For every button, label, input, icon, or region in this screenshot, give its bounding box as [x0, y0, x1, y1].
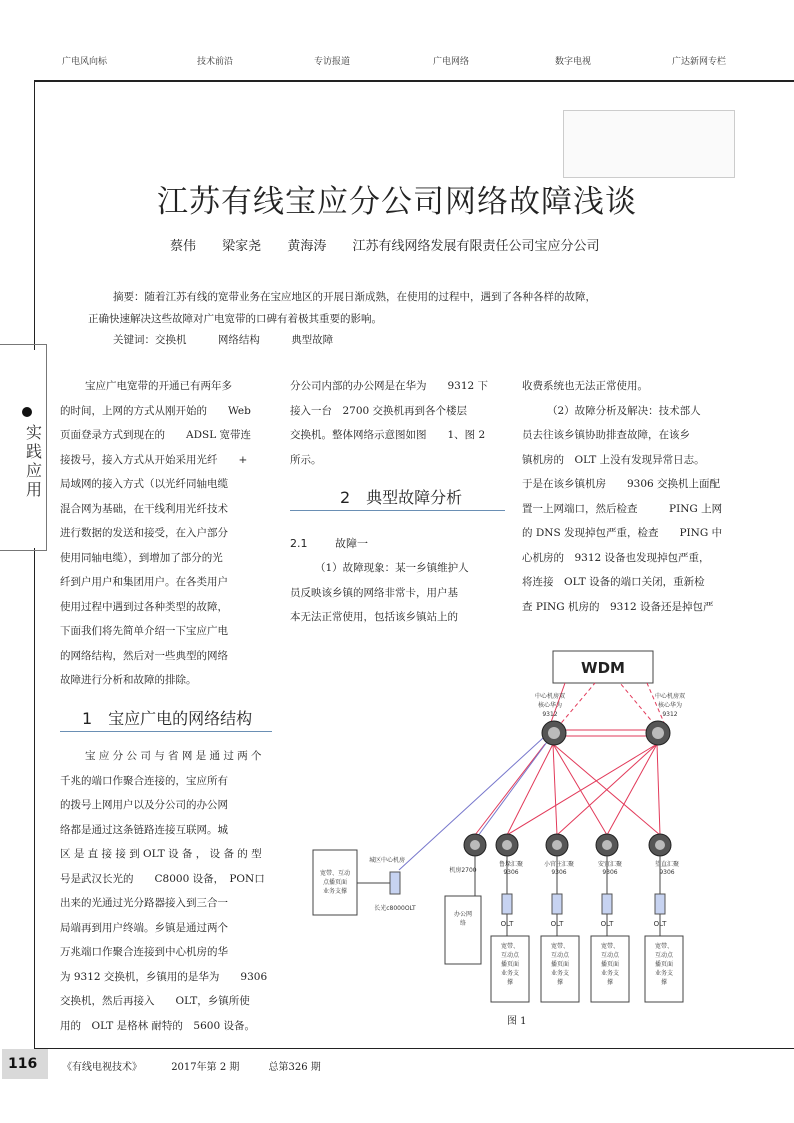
article-title: 江苏有线宝应分公司网络故障浅谈 — [157, 184, 637, 220]
section-heading: 2 典型故障分析 — [340, 488, 463, 507]
town-switch-4 — [649, 834, 671, 856]
town-switch-label: 鲁垛汇聚 — [498, 861, 524, 868]
olt-label: OLT — [600, 920, 614, 928]
nav-item[interactable]: 广电风向标 — [62, 57, 108, 67]
abstract-line: 正确快速解决这些故障对广电宽带的口碑有着极其重要的影响。 — [88, 313, 382, 325]
paragraph-line: 千兆的端口作聚合连接的，宝应所有 — [60, 774, 228, 787]
keyword: 网络结构 — [217, 334, 260, 346]
paragraph-line: 局端再到用户终端。乡镇是通过两个 — [60, 921, 228, 934]
author-name: 梁家尧 — [222, 239, 262, 254]
text-column-1-lower — [60, 744, 272, 1038]
town-service-label: 撑 — [606, 979, 614, 986]
paragraph-line: 为 9312 交换机，乡镇用的是华为 9306 — [60, 970, 268, 983]
olt-icon — [655, 894, 665, 914]
abstract-line: 摘要：随着江苏有线的宽带业务在宝应地区的开展日渐成熟，在使用的过程中，遇到了各种各样的故障， — [113, 291, 596, 303]
paragraph-line: 将连接 OLT 设备的端口关闭，重新检 — [522, 576, 705, 588]
text-column-1 — [60, 374, 272, 693]
author-line — [170, 235, 621, 254]
town-service-label: 互动点 — [600, 952, 620, 959]
city-service-label: 业务支撑 — [322, 888, 348, 895]
header-nav — [0, 54, 794, 70]
decorative-box — [563, 110, 735, 178]
header-rule — [34, 80, 794, 82]
paragraph-line: 的 DNS 发现掉包严重，检查 PING 中 — [522, 527, 723, 539]
text-column-2-lower — [290, 556, 505, 630]
town-service-label: 业务支 — [550, 970, 570, 977]
paragraph-line: 局域网的接入方式（以光纤同轴电缆 — [60, 478, 228, 490]
paragraph-line: 纤到户用户和集团用户。在各类用户 — [60, 576, 228, 588]
journal-name: 《有线电视技术》 — [62, 1062, 142, 1073]
author-name: 蔡伟 — [170, 239, 197, 254]
network-diagram — [295, 640, 735, 1020]
subsection-heading — [290, 535, 392, 551]
issue-number: 2017年第 2 期 — [171, 1062, 240, 1073]
core-right-label: 9312 — [662, 711, 678, 718]
paragraph-line: 混合网为基础，在干线利用光纤技术 — [60, 502, 228, 515]
paragraph-line: 所示。 — [290, 453, 322, 466]
town-service-label: 播页面 — [500, 961, 520, 968]
olt-icon — [502, 894, 512, 914]
town-switch-label: 9306 — [551, 869, 567, 876]
core-left-label: 中心机房双 — [534, 693, 566, 700]
town-service-label: 业务支 — [500, 970, 520, 977]
town-service-label: 互动点 — [654, 952, 674, 959]
town-switch-label: 安宜汇聚 — [597, 861, 623, 868]
paragraph-line: 页面登录方式到现在的 ADSL 宽带连 — [60, 429, 252, 441]
olt-label: OLT — [500, 920, 514, 928]
paragraph-line: 用的 OLT 是格林 耐特的 5600 设备。 — [60, 1019, 255, 1032]
olt-changguang-label: 长光c8000OLT — [374, 905, 416, 912]
paragraph-line: 出来的光通过光分路器接入到三合一 — [60, 897, 228, 909]
town-switch-label: 小官庄汇聚 — [543, 861, 575, 868]
author-affiliation: 江苏有线网络发展有限责任公司宝应分公司 — [352, 239, 600, 254]
paragraph-line: 接拨号，接入方式从开始采用光纤 + — [60, 453, 248, 466]
town-service-label: 撑 — [660, 979, 668, 986]
paragraph-line: （2）故障分析及解决：技术部人 — [547, 404, 701, 417]
town-switch-label: 望直汇聚 — [654, 861, 680, 868]
bullet-icon — [22, 407, 32, 417]
section-heading: 1 宝应广电的网络结构 — [82, 709, 253, 728]
city-service-label: 宽带、互动 — [319, 870, 351, 877]
paragraph-line: 的时间，上网的方式从刚开始的 Web — [60, 404, 251, 417]
paragraph-line: 的拨号上网用户以及分公司的办公网 — [60, 799, 228, 811]
paragraph-line: 交换机。整体网络示意图如图 1、图 2 — [290, 429, 486, 441]
paragraph-line: 本无法正常使用，包括该乡镇站上的 — [290, 611, 458, 623]
core-left-label: 9312 — [542, 711, 558, 718]
text-column-3 — [522, 374, 742, 619]
paragraph-line: 查 PING 机房的 9312 设备还是掉包严 — [522, 600, 714, 613]
town-service-label: 宽带、 — [550, 943, 570, 950]
town-service-label: 业务支 — [600, 970, 620, 977]
paragraph-line: 于是在该乡镇机房 9306 交换机上面配 — [522, 478, 721, 490]
paragraph-line: 使用过程中遇到过各种类型的故障， — [60, 600, 228, 613]
town-service-label: 撑 — [556, 979, 564, 986]
subsection-number: 2.1 — [290, 537, 308, 550]
town-service-label: 业务支 — [654, 970, 674, 977]
paragraph-line: （1）故障现象：某一乡镇维护人 — [315, 562, 469, 574]
town-switch-2 — [546, 834, 568, 856]
city-service-label: 点播页面 — [322, 879, 348, 886]
city-room-label: 城区中心机房 — [368, 857, 406, 864]
nav-item[interactable]: 广达新网专栏 — [672, 57, 727, 67]
side-tab-label: 实践应用 — [26, 423, 43, 499]
paragraph-line: 的网络结构，然后对一些典型的网络 — [60, 649, 228, 662]
town-service-label: 互动点 — [550, 952, 570, 959]
paragraph-line: 使用同轴电缆），到增加了部分的光 — [60, 551, 223, 564]
paragraph-line: 心机房的 9312 设备也发现掉包严重， — [522, 551, 710, 564]
keyword: 典型故障 — [291, 334, 334, 346]
paragraph-line: 宝 应 分 公 司 与 省 网 是 通 过 两 个 — [85, 750, 262, 762]
core-switch-left — [542, 721, 566, 745]
paragraph-line: 宝应广电宽带的开通已有两年多 — [85, 380, 232, 392]
olt-changguang-icon — [390, 872, 400, 894]
olt-icon — [602, 894, 612, 914]
figure-caption: 图 1 — [507, 1016, 527, 1027]
olt-label: OLT — [550, 920, 564, 928]
nav-item[interactable]: 技术前沿 — [197, 57, 234, 67]
room2700-label: 机房2700 — [449, 867, 477, 874]
text-column-2 — [290, 374, 505, 472]
paragraph-line: 号是武汉长光的 C8000 设备， PON口 — [60, 872, 265, 885]
keywords — [113, 332, 361, 347]
section-rule — [60, 731, 272, 732]
total-issue: 总第326 期 — [268, 1062, 321, 1073]
footer-rule — [34, 1048, 794, 1049]
core-left-label: 核心华为 — [537, 702, 563, 709]
paragraph-line: 置一上网端口，然后检查 PING 上网 — [522, 502, 723, 515]
nav-item[interactable]: 数字电视 — [555, 57, 592, 67]
author-name: 黄海涛 — [287, 239, 327, 254]
town-service-label: 宽带、 — [500, 943, 520, 950]
core-right-label: 中心机房双 — [654, 693, 686, 700]
keyword: 关键词：交换机 — [113, 334, 187, 346]
office-label: 络 — [459, 920, 467, 927]
core-right-label: 核心华为 — [657, 702, 683, 709]
left-border-bottom — [34, 548, 35, 1048]
abstract — [88, 286, 648, 330]
paragraph-line: 员反映该乡镇的网络非常卡，用户基 — [290, 586, 458, 599]
town-service-label: 宽带、 — [654, 943, 674, 950]
subsection-title: 故障一 — [335, 537, 368, 550]
town-switch-label: 9306 — [503, 869, 519, 876]
nav-item[interactable]: 专访报道 — [314, 57, 351, 67]
paragraph-line: 收费系统也无法正常使用。 — [522, 380, 648, 392]
town-service-label: 播页面 — [654, 961, 674, 968]
paragraph-line: 络都是通过这条链路连接互联网。城 — [60, 823, 228, 836]
town-service-label: 宽带、 — [600, 943, 620, 950]
olt-icon — [552, 894, 562, 914]
town-switch-label: 9306 — [602, 869, 618, 876]
page-number: 116 — [8, 1056, 38, 1072]
nav-item[interactable]: 广电网络 — [433, 57, 470, 67]
office-label: 办公网 — [453, 911, 473, 918]
paragraph-line: 进行数据的发送和接受，在入户部分 — [60, 527, 228, 539]
paragraph-line: 员去往该乡镇协助排查故障，在该乡 — [522, 429, 690, 441]
town-switch-label: 9306 — [659, 869, 675, 876]
section-side-tab — [0, 344, 47, 551]
office-box — [445, 896, 481, 964]
paragraph-line: 下面我们将先简单介绍一下宝应广电 — [60, 625, 228, 637]
town-service-label: 播页面 — [550, 961, 570, 968]
paragraph-line: 接入一台 2700 交换机再到各个楼层 — [290, 404, 468, 417]
switch-2700 — [464, 834, 486, 856]
town-switch-1 — [496, 834, 518, 856]
town-service-label: 互动点 — [500, 952, 520, 959]
town-service-label: 播页面 — [600, 961, 620, 968]
paragraph-line: 区 是 直 接 接 到 OLT 设 备 ， 设 备 的 型 — [60, 848, 262, 860]
wdm-label: WDM — [581, 659, 625, 677]
section-rule — [290, 510, 505, 511]
paragraph-line: 分公司内部的办公网是在华为 9312 下 — [290, 380, 489, 392]
footer-citation — [62, 1058, 347, 1073]
town-switch-3 — [596, 834, 618, 856]
paragraph-line: 镇机房的 OLT 上没有发现异常日志。 — [522, 453, 705, 466]
olt-label: OLT — [653, 920, 667, 928]
paragraph-line: 万兆端口作聚合连接到中心机房的华 — [60, 946, 228, 958]
town-service-label: 撑 — [506, 979, 514, 986]
paragraph-line: 故障进行分析和故障的排除。 — [60, 674, 197, 686]
paragraph-line: 交换机，然后再接入 OLT，乡镇所使 — [60, 995, 250, 1007]
core-switch-right — [646, 721, 670, 745]
